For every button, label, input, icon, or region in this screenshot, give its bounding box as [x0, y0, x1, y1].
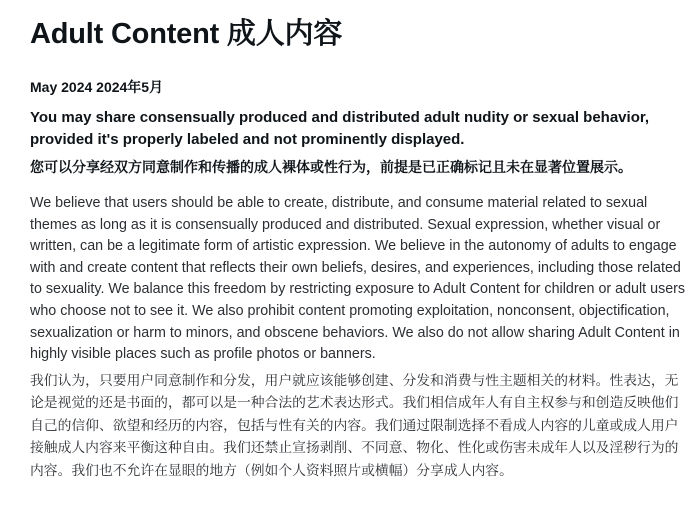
summary-english: You may share consensually produced and distributed adult nudity or sexual behavior, provided it's properly labeled and not prominently displayed.: [30, 109, 650, 148]
page-title: Adult Content 成人内容: [30, 18, 343, 50]
summary-chinese: 您可以分享经双方同意制作和传播的成人裸体或性行为，前提是已正确标记且未在显著位置展示。: [30, 159, 632, 175]
body-paragraph-chinese: 我们认为，只要用户同意制作和分发，用户就应该能够创建、分发和消费与性主题相关的材料。性表达，无论是视觉的还是书面的，都可以是一种合法的艺术表达形式。我们相信成年人有自主权参与和创造反映他们自己的信仰、欲望和经历的内容，包括与性有关的内容。我们通过限制选择不看成人内容的儿童或成人用户接触成人内容来平衡这种自由。我们还禁止宣扬剥削、不同意、物化、性化或伤害未成年人以及淫秽行为的内容。我们也不允许在显眼的地方（例如个人资料照片或横幅）分享成人内容。: [30, 373, 679, 478]
policy-date: May 2024 2024年5月: [30, 79, 164, 95]
body-paragraph-english: We believe that users should be able to create, distribute, and consume material related to sexual themes as long as it is consensually produced and distributed. Sexual expression, whether visual or written, can be a legitimate form of artistic expression. We believe in the autonomy of adults to engage with and create content that reflects their own beliefs, desires, and experiences, including those related to sexuality. We balance this freedom by restricting exposure to Adult Content for children or adult users who choose not to see it. We also prohibit content promoting exploitation, nonconsent, objectification, sexualization or harm to minors, and obscene behaviors. We also do not allow sharing Adult Content in highly visible places such as profile photos or banners.: [30, 195, 686, 363]
